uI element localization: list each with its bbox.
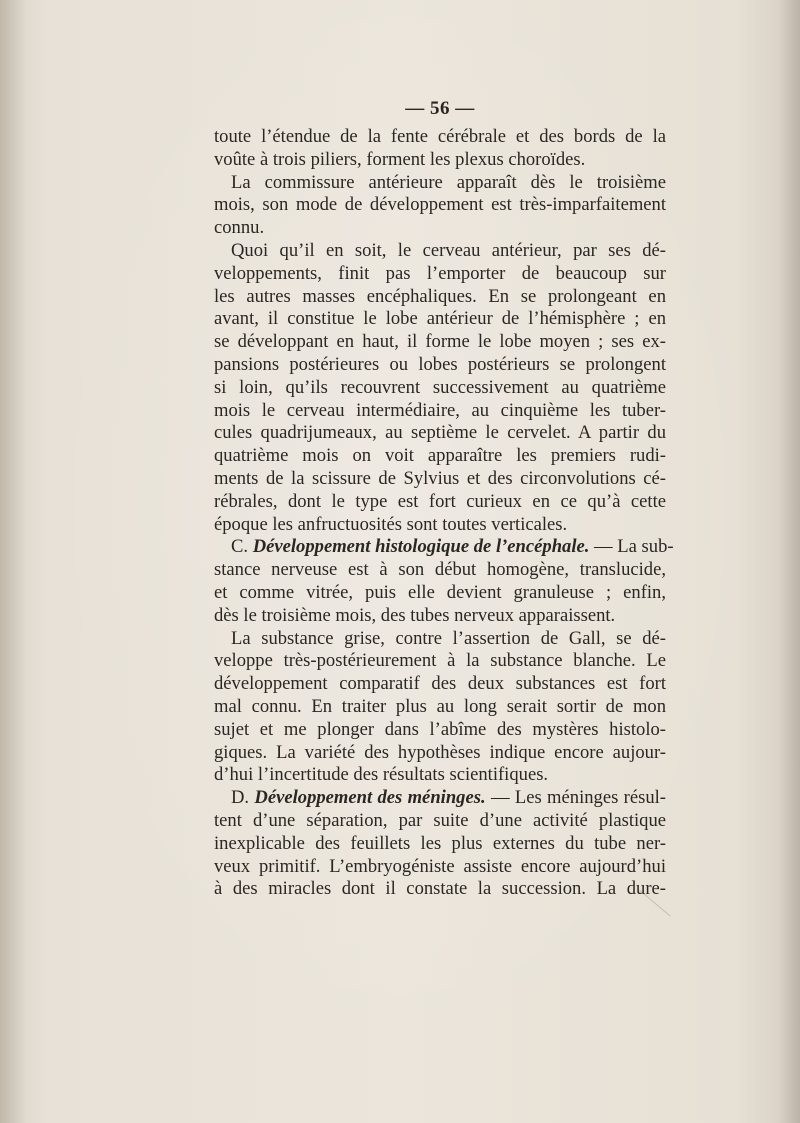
text-line: avant, il constitue le lobe antérieur de l’hémisphère ; en: [214, 308, 666, 330]
text-line: stance nerveuse est à son début homogène, translucide,: [214, 559, 666, 581]
text-line: mois le cerveau intermédiaire, au cinquième les tuber-: [214, 399, 666, 421]
text-line: Quoi qu’il en soit, le cerveau antérieur, par ses dé-: [231, 239, 666, 261]
text-line: cules quadrijumeaux, au septième le cervelet. A partir du: [214, 422, 666, 444]
text-line: toute l’étendue de la fente cérébrale et des bords de la: [214, 126, 666, 147]
text-line: mois, son mode de développement est très-imparfaitement: [214, 194, 666, 216]
body-text: [214, 126, 674, 901]
text-line: à des miracles dont il constate la succession. La dure-: [214, 878, 666, 900]
section-text: — Les méninges résul-: [485, 787, 666, 809]
section-label: D.: [231, 787, 255, 809]
section-label: C.: [231, 536, 253, 558]
text-line: si loin, qu’ils recouvrent successivement au quatrième: [214, 376, 666, 398]
text-line: connu.: [214, 217, 265, 239]
text-line: quatrième mois on voit apparaître les premiers rudi-: [214, 445, 666, 467]
text-line: se développant en haut, il forme le lobe moyen ; ses ex-: [214, 331, 666, 353]
text-line: mal connu. En traiter plus au long serait sortir de mon: [214, 695, 666, 717]
text-line: veux primitif. L’embryogéniste assiste encore aujourd’hui: [214, 855, 666, 877]
text-line: giques. La variété des hypothèses indique encore aujour-: [214, 741, 666, 763]
text-line: [214, 536, 674, 559]
binding-shadow: [0, 0, 26, 1123]
text-line: veloppements, finit pas l’emporter de beaucoup sur: [214, 262, 666, 284]
page-edge-shadow: [778, 0, 800, 1123]
text-line: dès le troisième mois, des tubes nerveux apparaissent.: [214, 604, 616, 626]
text-line: [214, 787, 666, 810]
section-heading: Développement des méninges.: [254, 787, 486, 809]
text-line: La substance grise, contre l’assertion de Gall, se dé-: [231, 627, 666, 649]
text-line: les autres masses encéphaliques. En se prolongeant en: [214, 285, 666, 307]
text-line: développement comparatif des deux substances est fort: [214, 673, 666, 695]
section-text: — La sub-: [589, 536, 674, 558]
text-line: époque les anfructuosités sont toutes verticales.: [214, 513, 568, 535]
text-line: voûte à trois piliers, forment les plexus choroïdes.: [214, 148, 586, 170]
text-line: ments de la scissure de Sylvius et des circonvolutions cé-: [214, 467, 666, 489]
text-line: inexplicable des feuillets les plus externes du tube ner-: [214, 832, 666, 854]
text-line: tent d’une séparation, par suite d’une activité plastique: [214, 809, 666, 831]
text-line: La commissure antérieure apparaît dès le troisième: [231, 171, 666, 193]
text-line: sujet et me plonger dans l’abîme des mystères histolo-: [214, 718, 666, 740]
text-line: pansions postérieures ou lobes postérieurs se prolongent: [214, 353, 666, 375]
text-line: et comme vitrée, puis elle devient granuleuse ; enfin,: [214, 581, 666, 603]
section-heading: Développement histologique de l’encéphale.: [252, 536, 590, 558]
page-number: — 56 —: [405, 98, 475, 119]
text-line: rébrales, dont le type est fort curieux en ce qu’à cette: [214, 490, 666, 512]
text-line: veloppe très-postérieurement à la substance blanche. Le: [214, 650, 666, 672]
text-line: d’hui l’incertitude des résultats scientifiques.: [214, 764, 549, 786]
